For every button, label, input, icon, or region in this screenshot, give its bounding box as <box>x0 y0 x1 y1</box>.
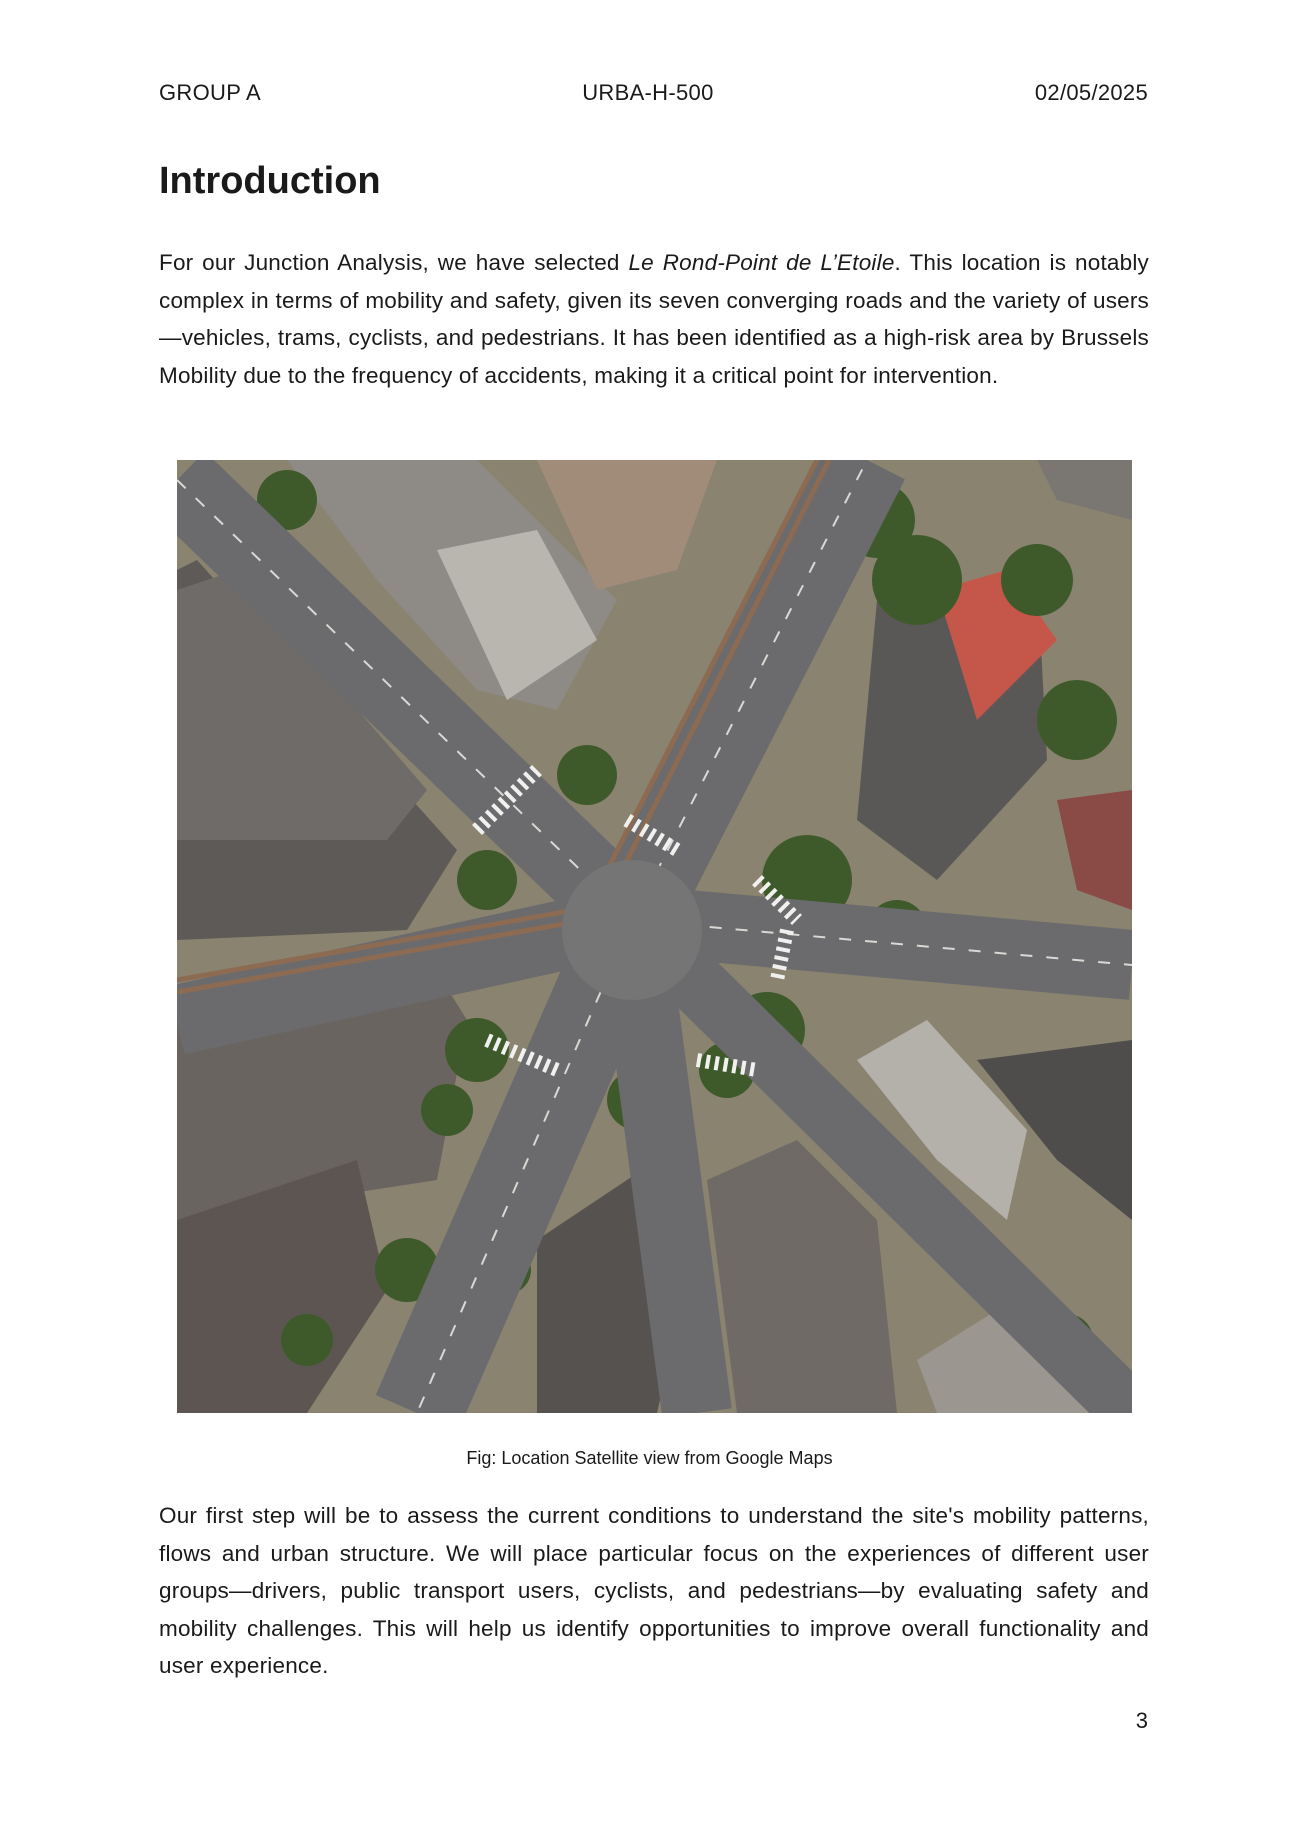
header-course-code: URBA-H-500 <box>582 80 714 105</box>
page-number: 3 <box>1135 1708 1148 1733</box>
satellite-map-illustration <box>177 460 1132 1413</box>
intro-text-start: For our Junction Analysis, we have selected <box>159 250 629 275</box>
section-title: Introduction <box>159 160 381 202</box>
page-header <box>159 80 1148 106</box>
intro-text-end: . This location is notably complex in terms of mobility and safety, given its seven converging roads and the variety of users—vehicles, trams, cyclists, and pedestrians. It has been identified as a high-risk area by Brussels Mobility due to the frequency of accidents, making it a critical point for intervention. <box>159 250 1149 388</box>
junction-name: Le Rond-Point de L’Etoile <box>628 250 895 275</box>
satellite-map-image <box>177 460 1132 1413</box>
header-date: 02/05/2025 <box>1034 80 1148 105</box>
intro-paragraph <box>159 244 1149 394</box>
header-group: GROUP A <box>159 80 261 105</box>
figure-caption: Fig: Location Satellite view from Google Maps <box>466 1448 833 1468</box>
junction-centre <box>562 860 702 1000</box>
methodology-paragraph: Our first step will be to assess the current conditions to understand the site's mobility patterns, flows and urban structure. We will place particular focus on the experiences of different user groups—drivers, public transport users, cyclists, and pedestrians—by evaluating safety and mobility challenges. This will help us identify opportunities to improve overall functionality and user experience. <box>159 1503 1149 1678</box>
